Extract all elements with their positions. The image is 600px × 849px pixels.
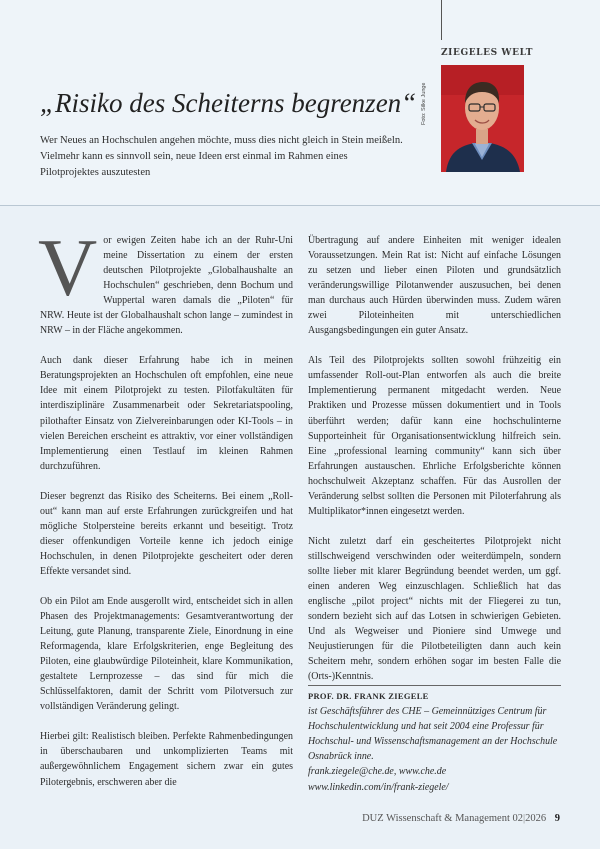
publication-name: DUZ Wissenschaft & Management bbox=[362, 813, 510, 824]
author-linkedin-link[interactable]: www.linkedin.com/in/frank-ziegele/ bbox=[308, 781, 449, 793]
author-photo bbox=[441, 65, 524, 172]
article-paragraph: Übertragung auf andere Einheiten mit weniger idealen Voraussetzungen. Mein Rat ist: Nicht auf einfache Lösungen zu setzen und lieber einen Piloten und grundsätzlich veränderungswillige Pilotanwender auszusuchen, bei denen man durchaus auch Hürden überwinden muss. Zudem wären zwei Piloteinheiten mit unterschiedlichen Ausgangsbedingungen ein guter Ansatz. bbox=[308, 235, 561, 337]
page-footer bbox=[362, 813, 560, 824]
author-info bbox=[308, 689, 568, 795]
article-paragraph: Dieser begrenzt das Risiko des Scheiterns. Bei einem „Roll-out“ kann man auf erste Erfahrungen zurückgreifen und hat mögliche Stolpersteine bereits erkannt und beseitigt. Trotz dieser offenkundigen Vorteile kenne ich jedoch einige Hochschulen, in denen Pilotprojekte gescheitert oder deren Effekte versandet sind. bbox=[40, 490, 293, 577]
author-bio: ist Geschäftsführer des CHE – Gemeinnütziges Centrum für Hochschulentwicklung und hat seit 2004 eine Professur für Hochschul- und Wissenschaftsmanagement an der Hochschule Osnabrück inne. bbox=[308, 706, 558, 763]
author-name: PROF. DR. FRANK ZIEGELE bbox=[308, 691, 429, 701]
article-title: „Risiko des Scheiterns begrenzen“ bbox=[40, 88, 417, 118]
column-label: ZIEGELES WELT bbox=[441, 48, 534, 58]
author-portrait-image bbox=[441, 65, 524, 172]
author-contact[interactable]: frank.ziegele@che.de, www.che.de bbox=[308, 766, 447, 778]
issue-number: 02 bbox=[512, 813, 524, 824]
article-column-left bbox=[38, 222, 293, 805]
column-marker-line bbox=[441, 0, 442, 40]
article-paragraph: Nicht zuletzt darf ein gescheitertes Pilotprojekt nicht stillschweigend verschwinden oder weiterdümpeln, sondern sollte lieber mit klarer Begründung beendet werden, um ggf. einen anderen Weg einzuschlagen. Schließlich hat das englische „pilot project“ nichts mit der Fliegerei zu tun, sondern bezieht sich auf das Lotsen in schwierigen Gebieten. Und als Wegweiser und Pioniere sind Umwege und Neujustierungen für die Pilotbeteiligten dann auch kein Scheitern mehr, sondern erhöhen sogar im besten Falle die (Orts-)Kenntnis. bbox=[308, 535, 561, 683]
issue-year: 2026 bbox=[525, 813, 547, 824]
article-lead: Wer Neues an Hochschulen angehen möchte, muss dies nicht gleich in Stein meißeln. Vielmehr kann es sinnvoll sein, neue Ideen erst einmal im Rahmen eines Pilotprojektes auszutesten bbox=[40, 135, 403, 178]
article-paragraph: Hierbei gilt: Realistisch bleiben. Perfekte Rahmenbedingungen in überschaubaren und unkomplizierten Teams mit außergewöhnlichem Engagement sichern zwar ein gutes Pilotergebnis, erschweren aber die bbox=[40, 731, 293, 788]
article-paragraph: Ob ein Pilot am Ende ausgerollt wird, entscheidet sich in allen Phasen des Projektmanagements: Gesamtverantwortung der Leitung, gute Planung, transparente Ziele, Einordnung in eine Reformagenda, klare Erfolgskriterien, enge Begleitung des Piloten, eine glaubwürdige Piloteinheit, klare Kommunikation, gestaltete Lernprozesse – das sind für mich die Schlüsselfaktoren, damit der Schritt vom Pilotversuch zur vollständigen Veränderung gelingt. bbox=[40, 595, 293, 713]
issue-separator: | bbox=[523, 813, 526, 824]
article-paragraph bbox=[38, 222, 293, 338]
article-column-right bbox=[308, 233, 561, 699]
article-paragraph: Als Teil des Pilotprojekts sollten sowohl frühzeitig ein umfassender Roll-out-Plan entworfen als auch die breite Implementierung permanent mitgedacht werden. Neue Praktiken und Prozesse müssen dokumentiert und in Tools überführt werden; dafür kann eine hochschulinterne Supporteinheit für Organisationsentwicklung hilfreich sein. Eine „professional learning community“ kann sich über Erfahrungen austauschen. Ehrliche Erfolgsberichte können hochschulweit Akzeptanz schaffen. Für das Ausrollen der Veränderung selbst sollten die Personen mit Piloterfahrung als Multiplikator*innen eingesetzt werden. bbox=[308, 355, 561, 517]
drop-cap: V bbox=[38, 222, 98, 313]
paragraph-text: or ewigen Zeiten habe ich an der Ruhr-Uni meine Dissertation zu einem der ersten deutschen Pilotprojekte „Globalhaushalte an Hochschulen“ geschrieben, denn Bochum und Wuppertal waren damals die „Piloten“ für NRW. Heute ist der Globalhaushalt schon lange – zumindest in NRW – in der Fläche angekommen. bbox=[40, 235, 293, 337]
article-paragraph: Auch dank dieser Erfahrung habe ich in meinen Beratungsprojekten an Hochschulen oft empfohlen, eine neue Idee mit einem Pilotprojekt zu testen. Pilotfakultäten für interdisziplinäre Zusammenarbeit oder Sekretariatspooling, pilothafter Einsatz von Zielvereinbarungen oder KI-Tools – in vielen Bereichen erscheint es attraktiv, vor einer vollständigen Implementierung einen Testlauf im kleinen Rahmen durchzuführen. bbox=[40, 355, 293, 472]
photo-credit: Foto: Silke Junge bbox=[421, 82, 427, 125]
page-number: 9 bbox=[554, 813, 560, 824]
author-divider bbox=[308, 685, 561, 686]
